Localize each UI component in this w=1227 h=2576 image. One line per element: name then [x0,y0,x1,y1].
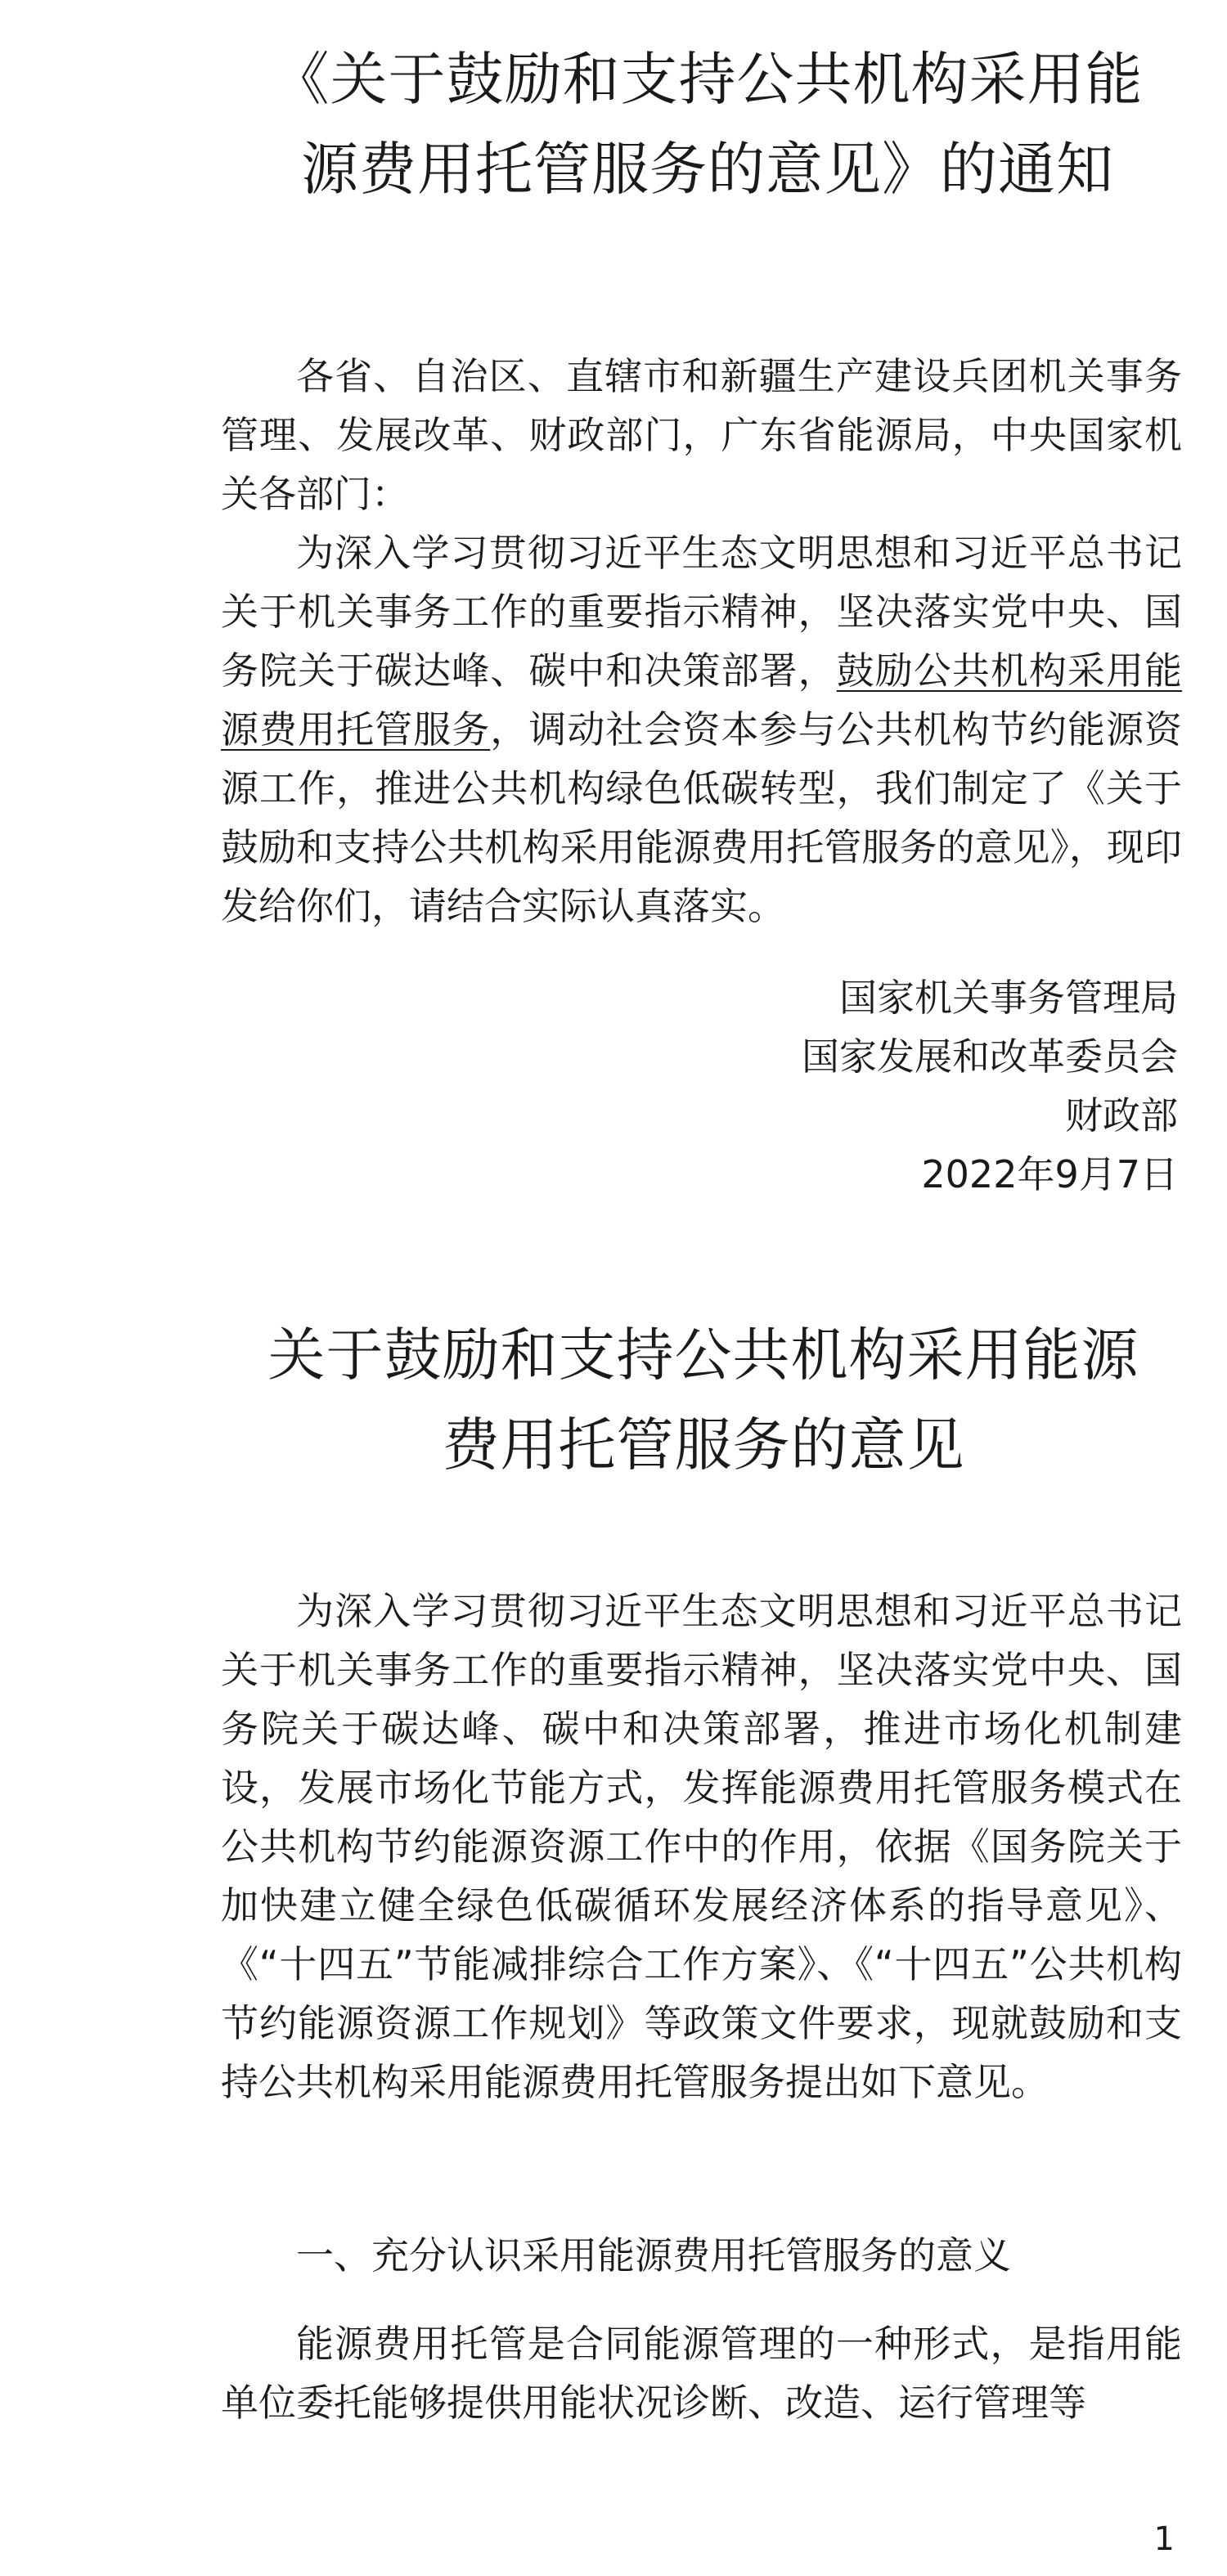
notice-date: 2022年9月7日 [921,1152,1178,1196]
notice-body-underlined: 鼓励公共机构采用能源费用托管服务 [221,648,1183,752]
section-1-heading: 一、充分认识采用能源费用托管服务的意义 [296,2233,1011,2278]
notice-addressee: 各省、自治区、直辖市和新疆生产建设兵团机关事务管理、发展改革、财政部门，广东省能源局，中央国家机关各部门： [221,354,1182,516]
signatory-3: 财政部 [1065,1093,1178,1138]
opinion-title-line2: 费用托管服务的意见 [442,1411,965,1479]
signatory-1: 国家机关事务管理局 [839,976,1178,1020]
opinion-intro: 为深入学习贯彻习近平生态文明思想和习近平总书记关于机关事务工作的重要指示精神，坚决落实党中央、国务院关于碳达峰、碳中和决策部署，推进市场化机制建设，发展市场化节能方式，发挥能源费用托管服务模式在公共机构节约能源资源工作中的作用，依据《国务院关于加快建立健全绿色低碳循环发展经济体系的指导意见》、《“十四五”节能减排综合工作方案》、《“十四五”公共机构节约能源资源工作规划》等政策文件要求，现就鼓励和支持公共机构采用能源费用托管服务提出如下意见。 [221,1589,1182,2104]
opinion-title [204,1310,1202,1490]
notice-title-line2: 源费用托管服务的意见》的通知 [301,136,1114,203]
notice-body-part1: 为深入学习贯彻习近平生态文明思想和习近平总书记关于机关事务工作的重要指示精神，坚决落实党中央、国务院关于碳达峰、碳中和决策部署， [221,531,1182,693]
notice-body-part2: ，调动社会资本参与公共机构节约能源资源工作，推进公共机构绿色低碳转型，我们制定了《关于鼓励和支持公共机构采用能源费用托管服务的意见》，现印发给你们，请结合实际认真落实。 [221,707,1183,928]
page-number: 1 [1153,2520,1175,2558]
notice-title-line1: 《关于鼓励和支持公共机构采用能 [272,46,1144,113]
signatory-2: 国家发展和改革委员会 [802,1034,1178,1079]
notice-body [221,523,1182,936]
section-1-text: 能源费用托管是合同能源管理的一种形式，是指用能单位委托能够提供用能状况诊断、改造、运行管理等 [221,2322,1182,2425]
opinion-title-line1: 关于鼓励和支持公共机构采用能源 [267,1322,1139,1389]
notice-title [188,34,1227,214]
